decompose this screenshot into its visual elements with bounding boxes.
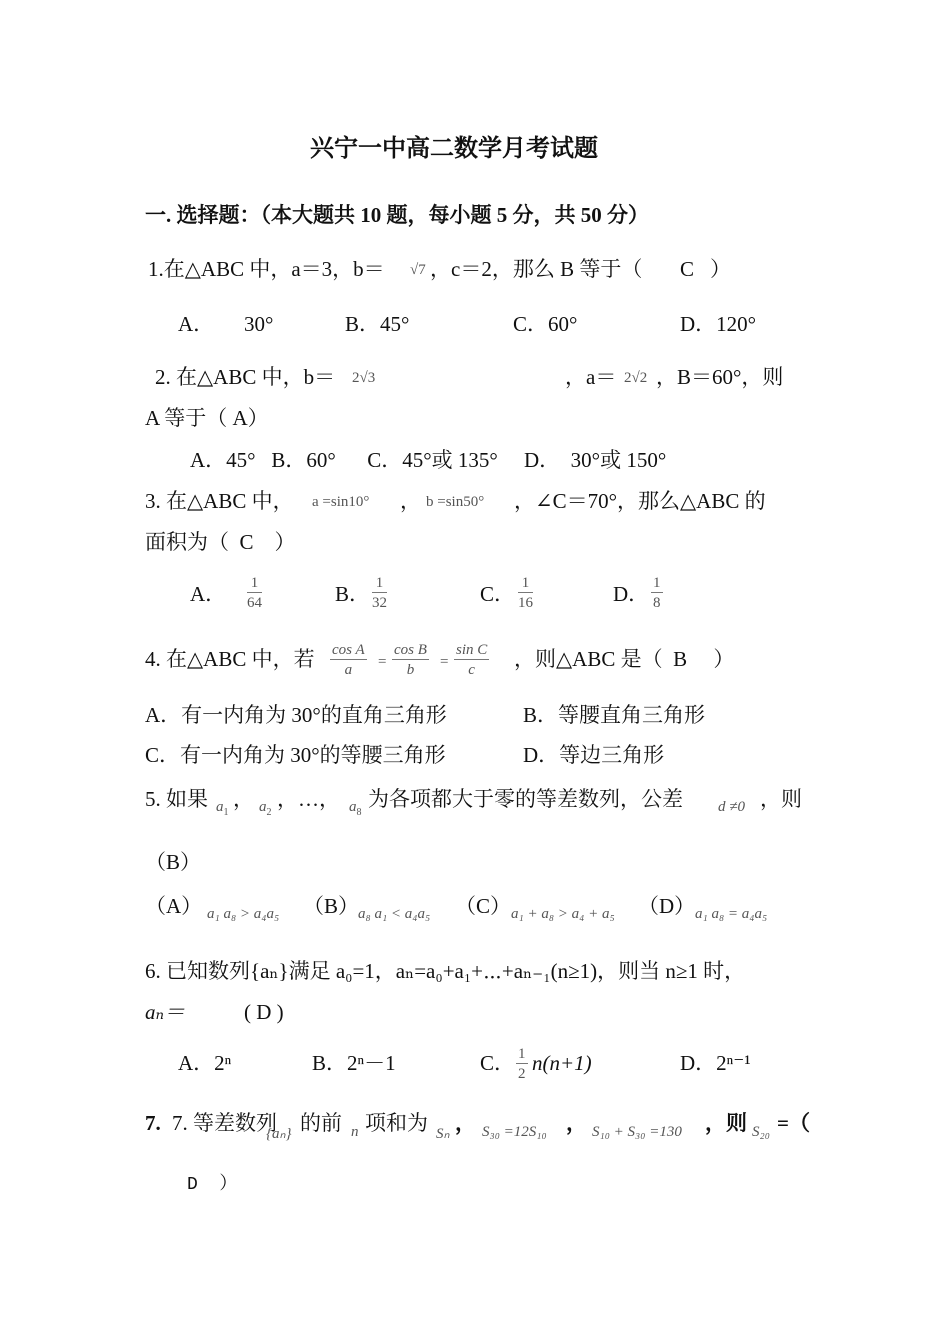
q4-fraction-cosA: cos A a [332,642,365,678]
q2-stem-a: 2. 在△ABC 中，b＝ [155,365,336,389]
q4-eq-2: = [440,654,449,670]
q3-option-b-fraction: 1 32 [372,575,387,611]
q1-answer: C [680,257,695,281]
q3-option-d-label: D． [613,582,650,606]
q5-option-b-label: （B） [303,894,360,918]
q5-option-d-label: （D） [638,894,696,918]
q7-expr-2: S₁₀ + S₃₀ =130 [592,1124,682,1140]
q3-a-expr: a =sin10° [312,494,370,510]
q6-option-a: A．2ⁿ [178,1051,232,1075]
q7-stem-a-number: 7. [145,1111,161,1135]
page-title: 兴宁一中高二数学月考试题 [310,136,598,162]
q3-stem-a: 3. 在△ABC 中， [145,489,294,513]
q2-stem-b: ，a＝ [565,365,617,389]
q5-comma: ， [233,787,254,811]
q2-a-value: 2√2 [624,370,648,386]
q5-a2: $a_2$ [259,799,272,818]
q7-an: {aₙ} [266,1126,292,1142]
q7-S20: S₂₀ [752,1124,770,1140]
q5-option-c-label: （C） [455,894,512,918]
q7-expr-1: S₃₀ =12S₁₀ [482,1124,547,1140]
q4-eq-1: = [378,654,387,670]
q1-stem-a: 1.在△ABC 中，a＝3，b＝ [148,257,385,281]
q2-options: A．45° B．60° C．45°或 135° D． 30°或 150° [190,448,667,472]
q6-option-c-fraction: 1 2 [518,1046,526,1082]
q5-a1: $a_1$ [216,799,229,818]
q4-stem-a: 4. 在△ABC 中，若 [145,647,315,671]
q1-option-a: 30° [244,312,274,336]
q3-option-c-fraction: 1 16 [518,575,533,611]
q3-option-a-fraction: 1 64 [247,575,262,611]
q7-stem-a: 7. 等差数列 [172,1111,277,1135]
q3-option-d-fraction: 1 8 [653,575,661,611]
q1-option-d: D．120° [680,312,757,336]
q1-stem-b: ，c＝2，那么 B 等于（ [430,257,643,281]
q7-Sn: Sₙ [436,1126,450,1142]
q7-line2: D ） [187,1175,238,1195]
q3-sep: ， [400,489,421,513]
q6-option-c-label: C． [480,1051,516,1075]
q6-option-c-rest: n(n+1) [532,1051,592,1075]
q3-line2: 面积为（ C ） [145,530,296,554]
q7-comma-2: ， [566,1111,587,1135]
q4-option-b: B．等腰直角三角形 [523,703,706,727]
q4-fraction-sinC: sin C c [456,642,488,678]
q5-answer: （B） [145,850,202,874]
q7-stem-e: =（ [777,1111,810,1135]
q3-option-a-label: A． [190,582,227,606]
q2-line2: A 等于（ A） [145,406,269,430]
q4-stem-b: ，则△ABC 是（ B ） [514,647,735,671]
q2-b-value: 2√3 [352,370,376,386]
q3-option-c-label: C． [480,582,516,606]
q7-stem-c: 项和为 [365,1111,428,1135]
q3-stem-b: ，∠C＝70°，那么△ABC 的 [514,489,766,513]
q5-option-d: a₁ a₈ = a₄a₅ [695,906,768,922]
q6-option-b: B．2ⁿ－1 [312,1051,396,1075]
q6-option-d: D．2ⁿ⁻¹ [680,1051,751,1075]
q1-option-c: C．60° [513,312,578,336]
q7-stem-d: ，则 [705,1111,747,1135]
q5-a8: $a_8$ [349,799,362,818]
q6-line2-a: aₙ＝ [145,1000,186,1024]
q3-b-expr: b =sin50° [426,494,485,510]
q4-option-c: C．有一内角为 30°的等腰三角形 [145,743,446,767]
q5-option-a: a₁ a₈ > a₄a₅ [207,906,280,922]
q1-sqrt7: √7 [410,262,426,278]
q1-option-a-label: A． [178,312,215,336]
q5-option-a-label: （A） [145,894,203,918]
q1-option-b: B．45° [345,312,410,336]
q3-option-b-label: B． [335,582,371,606]
q6-stem: 6. 已知数列{aₙ}满足 a₀=1，aₙ=a₀+a₁+⋯+aₙ₋₁(n≥1)，则当 n≥1 时， [145,959,746,983]
q7-stem-b: 的前 [300,1111,342,1135]
q1-close: ） [710,257,731,281]
q5-option-c: a₁ + a₈ > a₄ + a₅ [511,906,615,922]
q5-d-expr: d ≠0 [718,799,745,815]
q5-stem-c: ，则 [760,787,802,811]
q4-option-a: A．有一内角为 30°的直角三角形 [145,703,447,727]
section-heading: 一. 选择题：（本大题共 10 题，每小题 5 分，共 50 分） [145,203,649,227]
q4-fraction-cosB: cos B b [394,642,427,678]
q4-option-d: D．等边三角形 [523,743,665,767]
q5-option-b: a₈ a₁ < a₄a₅ [358,906,431,922]
q5-stem-b: 为各项都大于零的等差数列，公差 [368,787,683,811]
q5-stem-a: 5. 如果 [145,787,208,811]
q6-line2-b: ( D ) [244,1000,284,1024]
q7-n: n [351,1124,359,1140]
q2-stem-c: ，B＝60°，则 [656,365,784,389]
q5-dots: ，…， [277,787,340,811]
q7-comma-1: ， [455,1111,476,1135]
